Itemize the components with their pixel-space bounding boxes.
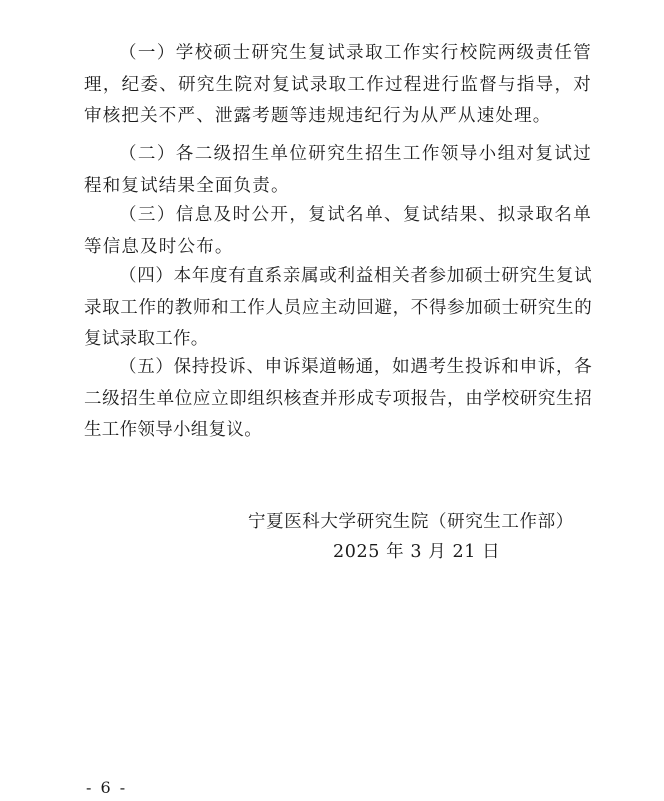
paragraph-1: （一）学校硕士研究生复试录取工作实行校院两级责任管理，纪委、研究生院对复试录取工作过程进行监督与指导，对审核把关不严、泄露考题等违规违纪行为从严从速处理。 — [84, 43, 592, 126]
paragraph-5: （五）保持投诉、申诉渠道畅通，如遇考生投诉和申诉，各二级招生单位应立即组织核查并形成专项报告，由学校研究生招生工作领导小组复议。 — [84, 357, 592, 440]
page-number: - 6 - — [86, 778, 128, 797]
signature-organization: 宁夏医科大学研究生院（研究生工作部） — [248, 512, 574, 532]
paragraph-4: （四）本年度有直系亲属或利益相关者参加硕士研究生复试录取工作的教师和工作人员应主动回避，不得参加硕士研究生的复试录取工作。 — [84, 266, 592, 349]
paragraph-3: （三）信息及时公开，复试名单、复试结果、拟录取名单等信息及时公布。 — [84, 205, 592, 257]
paragraph-2: （二）各二级招生单位研究生招生工作领导小组对复试过程和复试结果全面负责。 — [84, 144, 592, 196]
signature-date: 2025 年 3 月 21 日 — [333, 542, 501, 562]
